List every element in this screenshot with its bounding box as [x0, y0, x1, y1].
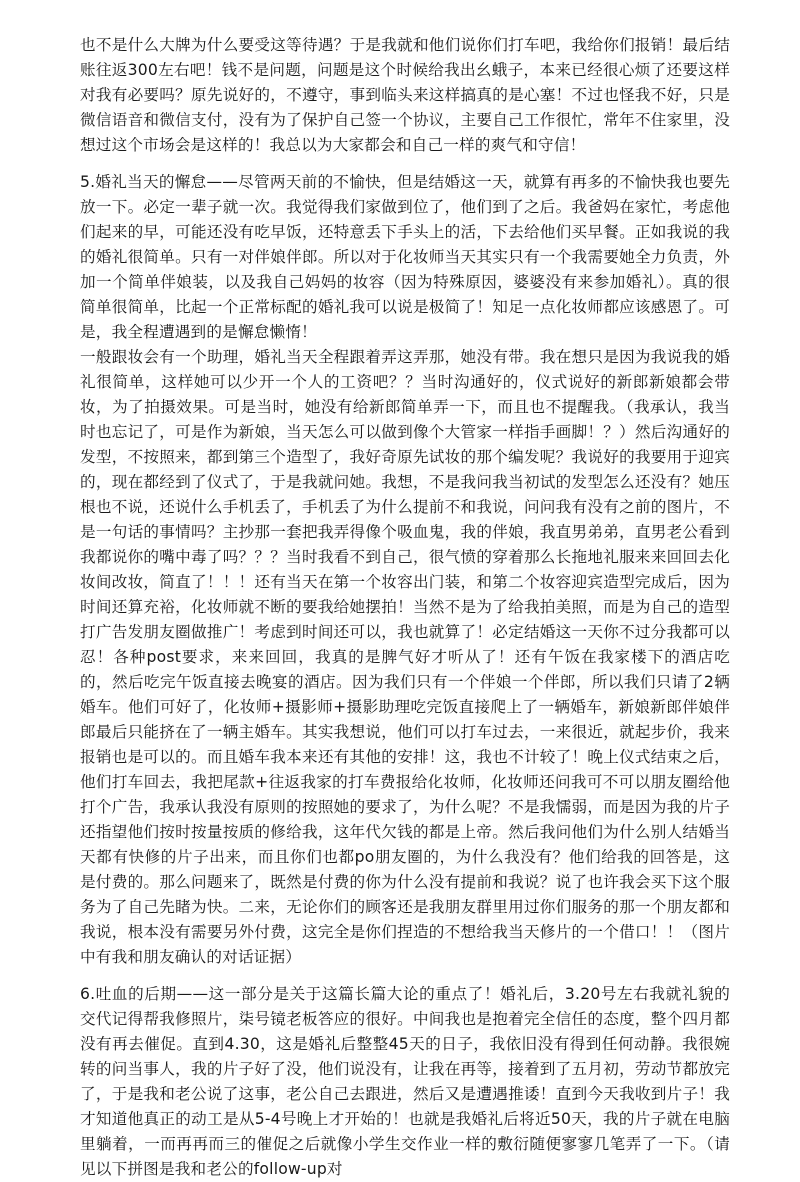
paragraph-wedding-day-section: 5.婚礼当天的懈怠——尽管两天前的不愉快，但是结婚这一天，就算有再多的不愉快我也要先放一下。必定一辈子就一次。我觉得我们家做到位了，他们到了之后。我爸妈在家忙，考虑他们起来的早，可能还没有吃早饭，还特意丢下手头上的活，下去给他们买早餐。正如我说的我的婚礼很简单。只有一对伴娘伴郎。所以对于化妆师当天其实只有一个我需要她全力负责，外加一个简单伴娘装，以及我自己妈妈的妆容（因为特殊原因，婆婆没有来参加婚礼）。真的很简单很简单，比起一个正常标配的婚礼我可以说是极简了！知足一点化妆师都应该感恩了。可是，我全程遭遇到的是懈怠懒惰！	[80, 173, 730, 341]
paragraph-post-production-section: 6.吐血的后期——这一部分是关于这篇长篇大论的重点了！婚礼后，3.20号左右我就礼貌的交代记得帮我修照片，柒号镜老板答应的很好。中间我也是抱着完全信任的态度，整个四月都没有再去催促。直到4.30，这是婚礼后整整45天的日子，我依旧没有得到任何动静。我很婉转的问当事人，我的片子好了没，他们说没有，让我在再等，接着到了五月初，劳动节都放完了，于是我和老公说了这事，老公自己去跟进，然后又是遭遇推诿！直到今天我收到片子！我才知道他真正的动工是从5-4号晚上才开始的！也就是我婚礼后将近50天，我的片子就在电脑里躺着，一而再再而三的催促之后就像小学生交作业一样的敷衍随便寥寥几笔弄了一下。（请见以下拼图是我和老公的follow-up对	[80, 985, 730, 1178]
paragraph-makeup-assistant: 一般跟妆会有一个助理，婚礼当天全程跟着弄这弄那，她没有带。我在想只是因为我说我的婚礼很简单，这样她可以少开一个人的工资吧？？当时沟通好的，仪式说好的新郎新娘都会带妆，为了拍摄效果。可是当时，她没有给新郎简单弄一下，而且也不提醒我。（我承认，我当时也忘记了，可是作为新娘，当天怎么可以做到像个大管家一样指手画脚！？）然后沟通好的发型，不按照来，都到第三个造型了，我好奇原先试妆的那个编发呢？我说好的我要用于迎宾的，现在都经到了仪式了，于是我就问她。我想，不是我问我当初试的发型怎么还没有？她压根也不说，还说什么手机丢了，手机丢了为什么提前不和我说，问问我有没有之前的图片，不是一句话的事情吗？主抄那一套把我弄得像个吸血鬼，我的伴娘，我直男弟弟，直男老公看到我都说你的嘴中毒了吗？？？当时我看不到自己，很气愤的穿着那么长拖地礼服来来回回去化妆间改妆，简直了！！！还有当天在第一个妆容出门装，和第二个妆容迎宾造型完成后，因为时间还算充裕，化妆师就不断的要我给她摆拍！当然不是为了给我拍美照，而是为自己的造型打广告发朋友圈做推广！考虑到时间还可以，我也就算了！必定结婚这一天你不过分我都可以忍！各种post要求，来来回回，我真的是脾气好才听从了！还有午饭在我家楼下的酒店吃的，然后吃完午饭直接去晚宴的酒店。因为我们只有一个伴娘一个伴郎，所以我们只请了2辆婚车。他们可好了，化妆师+摄影师+摄影助理吃完饭直接爬上了一辆婚车，新娘新郎伴娘伴郎最后只能挤在了一辆主婚车。其实我想说，他们可以打车过去，一来很近，就起步价，我来报销也是可以的。而且婚车我本来还有其他的安排！这，我也不计较了！晚上仪式结束之后，他们打车回去，我把尾款+往返我家的打车费报给化妆师，化妆师还问我可不可以朋友圈给他打个广告，我承认我没有原则的按照她的要求了，为什么呢？不是我懦弱，而是因为我的片子还指望他们按时按量按质的修给我，这年代欠钱的都是上帝。然后我问他们为什么别人结婚当天都有快修的片子出来，而且你们也都po朋友圈的，为什么我没有？他们给我的回答是，这是付费的。那么问题来了，既然是付费的你为什么没有提前和我说？说了也许我会买下这个服务为了自己先睹为快。二来，无论你们的顾客还是我朋友群里用过你们服务的那一个朋友都和我说，根本没有需要另外付费，这完全是你们捏造的不想给我当天修片的一个借口！！（图片中有我和朋友确认的对话证据）	[80, 348, 730, 966]
paragraph-transport-complaint: 也不是什么大牌为什么要受这等待遇？于是我就和他们说你们打车吧，我给你们报销！最后结账往返300左右吧！钱不是问题，问题是这个时候给我出幺蛾子，本来已经很心烦了还要这样对我有必要吗？原先说好的，不遵守，事到临头来这样搞真的是心塞！不过也怪我不好，只是微信语音和微信支付，没有为了保护自己签一个协议，主要自己工作很忙，常年不住家里，没想过这个市场会是这样的！我总以为大家都会和自己一样的爽气和守信！	[80, 36, 730, 154]
document-body	[80, 33, 730, 1182]
